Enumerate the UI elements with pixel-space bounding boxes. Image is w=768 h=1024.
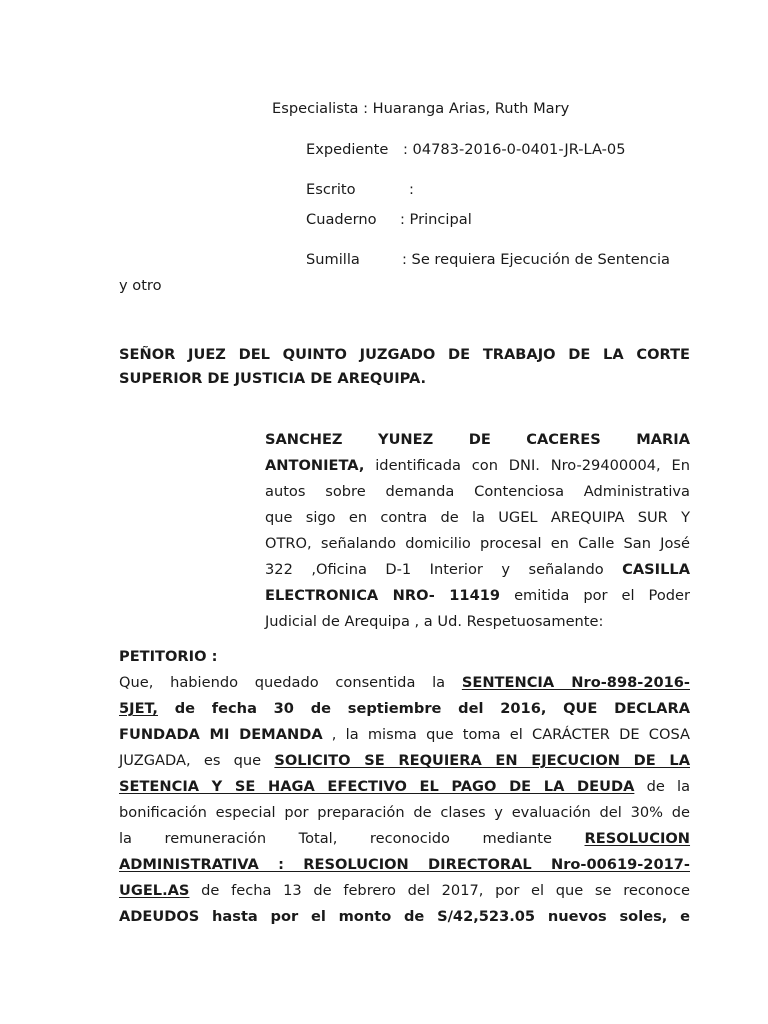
petitorio-line-2 [119,696,690,722]
de-la-text: de la [646,778,691,795]
sentencia-date: de fecha 30 de septiembre del 2016, QUE DECLARA [157,700,690,717]
petitorio-line-9 [119,878,690,904]
resolucion-ref: RESOLUCION [584,830,691,847]
intro-line-4: que sigo en contra de la UGEL AREQUIPA SUR Y [265,509,690,526]
intro-casilla: CASILLA [622,561,691,578]
escrito-label: Escrito [306,181,356,198]
cuaderno-label: Cuaderno [306,211,377,228]
intro-line-7 [265,583,690,609]
intro-line-3: autos sobre demanda Contenciosa Administrativa [265,483,690,500]
solicito-text: SOLICITO SE REQUIERA EN EJECUCION DE LA [274,752,690,769]
intro-name-end: ANTONIETA, [265,457,365,474]
remuneracion-text: la remuneración Total, reconocido mediante [119,830,552,847]
petitorio-line-8: ADMINISTRATIVA : RESOLUCION DIRECTORAL Nro-00619-2017- [119,856,690,873]
fecha-text: de fecha 13 de febrero del 2017, por el que se reconoce [189,882,690,899]
juzgada-text: JUZGADA, es que [119,752,262,769]
cuaderno-value: : Principal [400,211,472,228]
especialista-line: Especialista : Huaranga Arias, Ruth Mary [272,100,570,117]
sumilla-continuation: y otro [119,277,162,294]
intro-dni: identificada con DNI. Nro-29400004, En [364,457,690,474]
petitorio-line-1 [119,670,690,696]
addressee-line-1: SEÑOR JUEZ DEL QUINTO JUZGADO DE TRABAJO DE LA CORTE [119,346,690,363]
intro-line-6 [265,557,690,583]
intro-line-1: SANCHEZ YUNEZ DE CACERES MARIA [265,431,690,448]
sentencia-ref-end: 5JET, [119,700,158,717]
adeudos-text: ADEUDOS [119,908,200,925]
escrito-value: : [409,181,414,198]
petitorio-line-4 [119,748,690,774]
petitorio-intro: Que, habiendo quedado consentida la [119,674,446,691]
petitorio-line-10 [119,904,690,930]
fundada-demanda: FUNDADA MI DEMANDA [119,726,323,743]
petitorio-line-3 [119,722,690,748]
addressee-line-2: SUPERIOR DE JUSTICIA DE AREQUIPA. [119,370,427,387]
cosa-juzgada: , la misma que toma el CARÁCTER DE COSA [322,726,690,743]
monto-text: hasta por el monto de S/42,523.05 nuevos soles, e [199,908,690,925]
intro-paragraph [265,427,690,635]
sentencia-ref: SENTENCIA Nro-898-2016- [461,674,690,691]
intro-line-5: OTRO, señalando domicilio procesal en Calle San José [265,535,690,552]
intro-electronica: ELECTRONICA NRO- 11419 [265,587,501,604]
intro-line-8: Judicial de Arequipa , a Ud. Respetuosamente: [265,613,604,630]
expediente-value: : 04783-2016-0-0401-JR-LA-05 [403,141,626,158]
intro-line-2 [265,453,690,479]
petitorio-paragraph [119,670,690,930]
expediente-label: Expediente [306,141,389,158]
intro-address: 322 ,Oficina D-1 Interior y señalando [265,561,604,578]
petitorio-line-6: bonificación especial por preparación de clases y evaluación del 30% de [119,804,690,821]
petitorio-line-5 [119,774,690,800]
petitorio-line-7 [119,826,690,852]
pago-deuda-text: SETENCIA Y SE HAGA EFECTIVO EL PAGO DE LA DEUDA [119,778,635,795]
sumilla-value: : Se requiera Ejecución de Sentencia [402,251,670,268]
sumilla-label: Sumilla [306,251,360,268]
ugel-ref: UGEL.AS [119,882,190,899]
intro-emitida: emitida por el Poder [514,587,691,604]
petitorio-heading: PETITORIO : [119,648,218,665]
